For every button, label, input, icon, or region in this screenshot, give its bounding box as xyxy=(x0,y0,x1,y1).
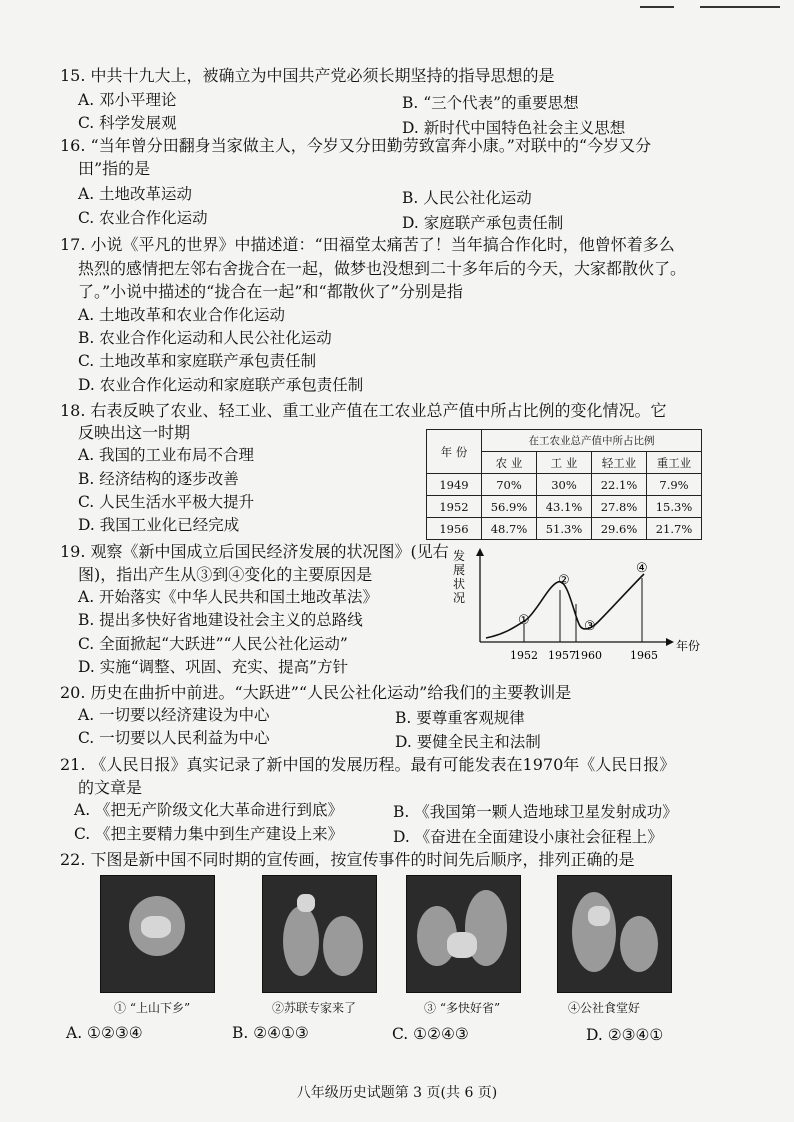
chart-marker-1: ① xyxy=(518,613,530,628)
q19-economic-chart xyxy=(446,546,726,666)
table-cell: 1949 xyxy=(427,474,482,496)
q19-stem-line1: 19. 观察《新中国成立后国民经济发展的状况图》(见右 xyxy=(60,542,449,561)
poster-image-2 xyxy=(262,875,377,993)
table-cell: 21.7% xyxy=(647,518,702,540)
chart-x-arrow xyxy=(666,638,674,646)
q15-option-b: B. “三个代表”的重要思想 xyxy=(402,94,579,112)
table-cell: 27.8% xyxy=(592,496,647,518)
q15-option-d: D. 新时代中国特色社会主义思想 xyxy=(402,119,626,137)
table-cell: 70% xyxy=(482,474,537,496)
poster-caption-2: ②苏联专家来了 xyxy=(272,1001,357,1015)
chart-ylabel-char: 发 xyxy=(453,549,466,563)
q18-table-row xyxy=(427,518,702,540)
q20-option-a: A. 一切要以经济建设为中心 xyxy=(78,706,270,724)
table-cell: 15.3% xyxy=(647,496,702,518)
q16-option-a: A. 土地改革运动 xyxy=(78,185,193,203)
q18-option-c: C. 人民生活水平极大提升 xyxy=(78,493,255,511)
q18-option-d: D. 我国工业化已经完成 xyxy=(78,516,240,534)
q19-option-c: C. 全面掀起“大跃进”“人民公社化运动” xyxy=(78,635,348,653)
table-cell: 1952 xyxy=(427,496,482,518)
poster-image-3 xyxy=(406,875,521,993)
chart-x-tick: 1965 xyxy=(630,649,658,662)
q20-option-c: C. 一切要以人民利益为中心 xyxy=(78,729,270,747)
q18-table-col-header: 农 业 xyxy=(482,452,537,474)
q19-option-d: D. 实施“调整、巩固、充实、提高”方针 xyxy=(78,658,349,676)
q15-option-a: A. 邓小平理论 xyxy=(78,91,177,109)
poster-image-1 xyxy=(100,875,215,993)
q16-option-b: B. 人民公社化运动 xyxy=(402,189,532,207)
q18-table xyxy=(426,429,702,540)
q21-stem-line2: 的文章是 xyxy=(78,778,143,797)
chart-x-tick: 1957 xyxy=(548,649,576,662)
q18-option-b: B. 经济结构的逐步改善 xyxy=(78,470,239,488)
scan-mark xyxy=(640,6,674,8)
q19-option-a: A. 开始落实《中华人民共和国土地改革法》 xyxy=(78,588,379,606)
poster-caption-4: ④公社食堂好 xyxy=(568,1001,641,1015)
chart-ylabel-char: 况 xyxy=(453,591,466,605)
chart-marker-2: ② xyxy=(558,573,570,588)
table-cell: 1956 xyxy=(427,518,482,540)
table-cell: 51.3% xyxy=(537,518,592,540)
q15-stem: 15. 中共十九大上，被确立为中国共产党必须长期坚持的指导思想的是 xyxy=(60,66,555,85)
table-cell: 30% xyxy=(537,474,592,496)
q18-table-row xyxy=(427,496,702,518)
q16-stem-line1: 16. “当年曾分田翻身当家做主人，今岁又分田勤劳致富奔小康。”对联中的“今岁又分 xyxy=(60,136,652,155)
q18-stem-line2: 反映出这一时期 xyxy=(78,423,191,442)
table-cell: 7.9% xyxy=(647,474,702,496)
q18-table-group-header: 在工农业总产值中所占比例 xyxy=(482,430,702,452)
q18-table-col-header: 轻工业 xyxy=(592,452,647,474)
table-cell: 56.9% xyxy=(482,496,537,518)
q17-option-c: C. 土地改革和家庭联产承包责任制 xyxy=(78,352,317,370)
q21-option-c: C. 《把主要精力集中到生产建设上来》 xyxy=(74,825,344,843)
q21-option-a: A. 《把无产阶级文化大革命进行到底》 xyxy=(74,801,344,819)
chart-ylabel-char: 展 xyxy=(453,563,466,577)
chart-marker-4: ④ xyxy=(636,561,648,576)
q15-option-c: C. 科学发展观 xyxy=(78,114,177,132)
q16-option-d: D. 家庭联产承包责任制 xyxy=(402,214,564,232)
q19-option-b: B. 提出多快好省地建设社会主义的总路线 xyxy=(78,611,363,629)
q21-option-d: D. 《奋进在全面建设小康社会征程上》 xyxy=(393,828,663,846)
q18-stem-line1: 18. 右表反映了农业、轻工业、重工业产值在工农业总产值中所占比例的变化情况。它 xyxy=(60,401,667,420)
q16-stem-line2: 田”指的是 xyxy=(78,159,151,178)
q20-stem: 20. 历史在曲折中前进。“大跃进”“人民公社化运动”给我们的主要教训是 xyxy=(60,683,572,702)
poster-caption-1: ① “上山下乡” xyxy=(114,1001,191,1015)
q22-option-d: D. ②③④① xyxy=(586,1026,664,1044)
chart-marker-3: ③ xyxy=(584,619,596,634)
table-cell: 29.6% xyxy=(592,518,647,540)
q22-option-b: B. ②④①③ xyxy=(232,1024,309,1042)
chart-x-tick: 1952 xyxy=(510,649,538,662)
q22-stem: 22. 下图是新中国不同时期的宣传画，按宣传事件的时间先后顺序，排列正确的是 xyxy=(60,850,635,869)
q18-option-a: A. 我国的工业布局不合理 xyxy=(78,446,255,464)
poster-image-4 xyxy=(557,875,672,993)
q17-stem-line2: 热烈的感情把左邻右舍拢合在一起，做梦也没想到二十多年后的今天，大家都散伙了。 xyxy=(78,259,687,278)
q22-option-c: C. ①②④③ xyxy=(392,1025,469,1043)
scan-mark xyxy=(700,6,780,8)
q17-option-d: D. 农业合作化运动和家庭联产承包责任制 xyxy=(78,376,364,394)
q22-option-a: A. ①②③④ xyxy=(66,1024,143,1042)
q20-option-d: D. 要健全民主和法制 xyxy=(395,733,541,751)
q21-option-b: B. 《我国第一颗人造地球卫星发射成功》 xyxy=(393,803,678,821)
q21-stem-line1: 21. 《人民日报》真实记录了新中国的发展历程。最有可能发表在1970年《人民日报》 xyxy=(60,755,676,774)
chart-xlabel: 年份 xyxy=(676,639,701,653)
q17-option-b: B. 农业合作化运动和人民公社化运动 xyxy=(78,329,332,347)
q17-stem-line3: 了。”小说中描述的“拢合在一起”和“都散伙了”分别是指 xyxy=(78,282,463,301)
table-cell: 43.1% xyxy=(537,496,592,518)
q19-stem-line2: 图)，指出产生从③到④变化的主要原因是 xyxy=(78,565,373,584)
q16-option-c: C. 农业合作化运动 xyxy=(78,209,208,227)
table-cell: 22.1% xyxy=(592,474,647,496)
q18-table-year-header: 年 份 xyxy=(427,430,482,474)
q17-stem-line1: 17. 小说《平凡的世界》中描述道：“田福堂太痛苦了！当年搞合作化时，他曾怀着多么 xyxy=(60,235,675,254)
page-footer: 八年级历史试题第 3 页(共 6 页) xyxy=(296,1085,498,1101)
q18-table-col-header: 重工业 xyxy=(647,452,702,474)
q20-option-b: B. 要尊重客观规律 xyxy=(395,709,525,727)
table-cell: 48.7% xyxy=(482,518,537,540)
chart-ylabel-char: 状 xyxy=(453,577,466,591)
q18-table-row xyxy=(427,474,702,496)
chart-x-tick: 1960 xyxy=(574,649,602,662)
q18-table-col-header: 工 业 xyxy=(537,452,592,474)
poster-caption-3: ③ “多快好省” xyxy=(424,1001,501,1015)
q17-option-a: A. 土地改革和农业合作化运动 xyxy=(78,306,286,324)
chart-y-arrow xyxy=(476,548,484,556)
